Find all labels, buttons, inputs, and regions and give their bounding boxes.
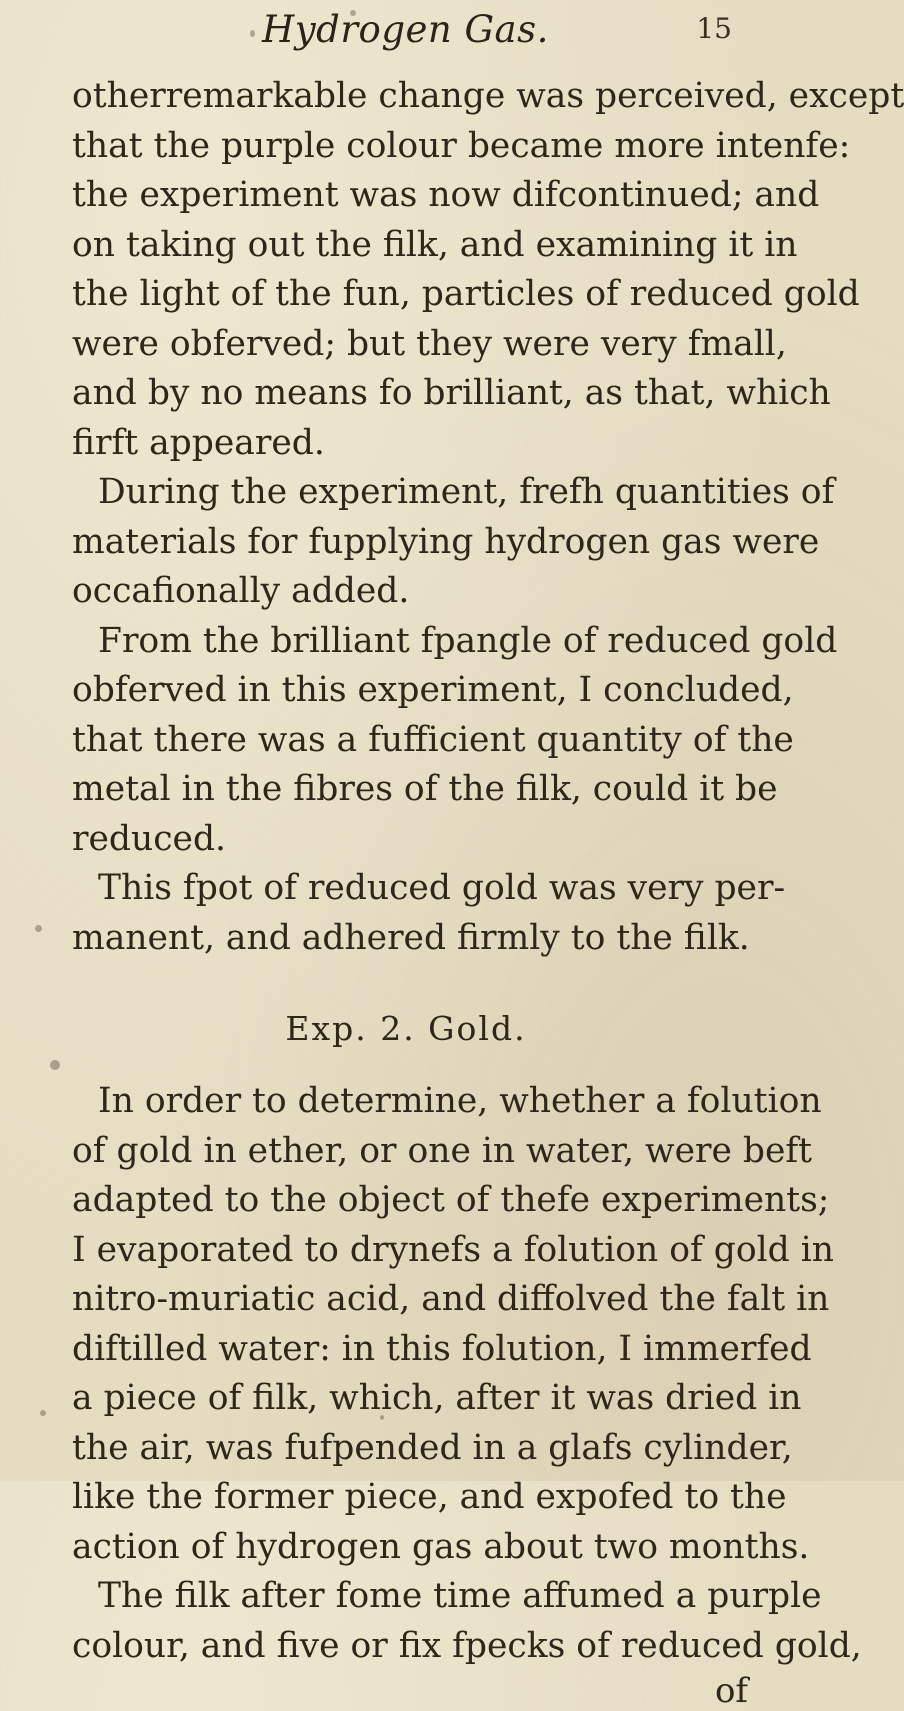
- paragraph: [72, 72, 904, 468]
- text-line: In order to determine, whether a folution: [98, 1081, 822, 1121]
- text-line: reduced.: [72, 818, 227, 859]
- paragraph: [72, 1572, 862, 1671]
- text-line: During the experiment, frefh quantities of: [98, 472, 835, 512]
- text-line: otherremarkable change was perceived, except: [72, 76, 904, 116]
- catchword: of: [714, 1671, 748, 1711]
- text-line: the air, was fufpended in a glafs cylinder,: [72, 1427, 793, 1468]
- text-line: the experiment was now difcontinued; and: [72, 175, 820, 215]
- text-line: materials for fupplying hydrogen gas were: [72, 521, 820, 562]
- paper-speck: [35, 925, 42, 932]
- page-header: [72, 0, 760, 60]
- text-line: and by no means fo brilliant, as that, which: [72, 373, 831, 413]
- text-line: I evaporated to drynefs a folution of gold in: [72, 1229, 834, 1270]
- text-line: action of hydrogen gas about two months.: [72, 1526, 810, 1567]
- text-line: the light of the fun, particles of reduced gold: [72, 274, 860, 314]
- page-number: 15: [696, 12, 732, 45]
- text-line: The filk after fome time affumed a purple: [98, 1576, 822, 1616]
- text-line: obferved in this experiment, I concluded,: [72, 670, 794, 710]
- text-line: on taking out the filk, and examining it in: [72, 224, 798, 265]
- text-line: that the purple colour became more intenfe:: [72, 125, 851, 166]
- text-line: of gold in ether, or one in water, were beft: [72, 1130, 813, 1171]
- text-line: adapted to the object of thefe experiments;: [72, 1180, 830, 1220]
- paragraph: [72, 1077, 834, 1572]
- text-line: a piece of filk, which, after it was dried in: [72, 1378, 802, 1418]
- text-line: like the former piece, and expofed to the: [72, 1477, 787, 1517]
- text-line: firft appeared.: [72, 422, 325, 463]
- paragraph: [72, 864, 786, 963]
- body-text: [72, 72, 904, 1711]
- text-line: This fpot of reduced gold was very per-: [98, 868, 786, 908]
- paper-speck: [250, 30, 255, 37]
- paragraph: [72, 617, 838, 865]
- section-heading: Exp. 2. Gold.: [285, 1009, 527, 1048]
- text-line: manent, and adhered firmly to the filk.: [72, 917, 750, 958]
- text-line: metal in the fibres of the filk, could it be: [72, 769, 778, 809]
- paper-speck: [380, 1415, 384, 1420]
- text-line: nitro-muriatic acid, and diffolved the falt in: [72, 1279, 830, 1319]
- running-title: Hydrogen Gas.: [262, 8, 549, 51]
- text-line: occafionally added.: [72, 571, 410, 611]
- paper-speck: [350, 10, 356, 16]
- text-line: were obferved; but they were very fmall,: [72, 323, 787, 364]
- paper-speck: [40, 1410, 46, 1416]
- paper-speck: [50, 1060, 60, 1070]
- text-line: that there was a fufficient quantity of the: [72, 719, 794, 760]
- text-line: diftilled water: in this folution, I immerfed: [72, 1328, 812, 1369]
- text-line: colour, and five or fix fpecks of reduced gold,: [72, 1625, 862, 1666]
- text-line: From the brilliant fpangle of reduced gold: [98, 620, 838, 661]
- paragraph: [72, 468, 835, 617]
